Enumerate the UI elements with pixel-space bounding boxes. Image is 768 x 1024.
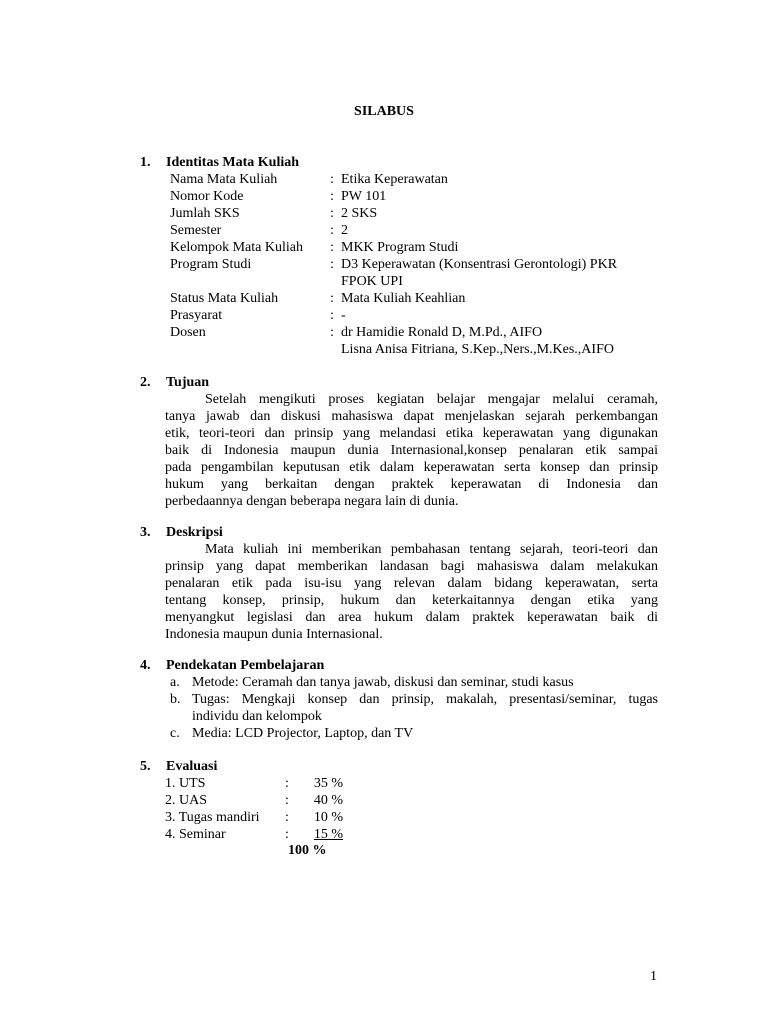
identity-value-continuation: Lisna Anisa Fitriana, S.Kep.,Ners.,M.Kes.,AIFO <box>341 342 614 357</box>
section-number: 5. <box>140 759 151 774</box>
evaluation-label: 2. UAS <box>165 793 208 808</box>
colon: : <box>285 776 289 791</box>
colon: : <box>330 172 334 187</box>
section-title: Tujuan <box>166 375 210 390</box>
identity-row <box>170 171 448 188</box>
identity-value: Etika Keperawatan <box>341 172 448 187</box>
paragraph-line: Mata kuliah ini memberikan pembahasan tentang sejarah, teori-teori dan <box>205 542 658 557</box>
paragraph-line: tentang konsep, prinsip, hukum dan keterkaitannya dengan etika yang <box>165 593 658 608</box>
evaluation-value: 35 % <box>313 776 343 791</box>
paragraph-line: pada pengambilan keputusan etik dalam keperawatan serta konsep dan prinsip <box>165 460 658 475</box>
section-4-heading <box>140 657 324 674</box>
identity-value: 2 <box>341 223 348 238</box>
section-title: Identitas Mata Kuliah <box>166 155 300 170</box>
evaluation-value: 40 % <box>313 793 343 808</box>
paragraph-line: Setelah mengikuti proses kegiatan belajar mengajar melalui ceramah, <box>205 392 658 407</box>
identity-label: Jumlah SKS <box>170 206 240 221</box>
colon: : <box>330 325 334 340</box>
section-title: Pendekatan Pembelajaran <box>166 658 325 673</box>
document-title: SILABUS <box>354 104 414 119</box>
section-5-heading <box>140 758 217 775</box>
identity-label: Semester <box>170 223 222 238</box>
list-item-text: individu dan kelompok <box>192 709 322 724</box>
section-number: 2. <box>140 375 151 390</box>
paragraph-line: menyangkut legislasi dan area hukum dalam praktek keperawatan baik di <box>165 610 658 625</box>
section-1-heading <box>140 154 299 171</box>
paragraph-line: penalaran etik pada isu-isu yang relevan dalam bidang keperawatan, serta <box>165 576 658 591</box>
section-3-heading <box>140 524 223 541</box>
paragraph-line: etik, teori-teori dan prinsip yang melandasi etika keperawatan yang digunakan <box>165 426 658 441</box>
identity-row <box>170 307 346 324</box>
list-item <box>165 725 658 742</box>
identity-value: MKK Program Studi <box>341 240 459 255</box>
colon: : <box>330 291 334 306</box>
section-number: 4. <box>140 658 151 673</box>
list-item-text: Metode: Ceramah dan tanya jawab, diskusi dan seminar, studi kasus <box>192 675 574 690</box>
identity-row <box>170 188 386 205</box>
identity-row <box>170 222 348 239</box>
paragraph-line: Indonesia maupun dunia Internasional. <box>165 627 383 642</box>
paragraph-line: perbedaannya dengan beberapa negara lain di dunia. <box>165 494 459 509</box>
paragraph-line: baik di Indonesia maupun dunia Internasional,konsep penalaran etik sampai <box>165 443 658 458</box>
paragraph-line: hukum yang berkaitan dengan praktek keperawatan di Indonesia dan <box>165 477 658 492</box>
evaluation-label: 1. UTS <box>165 776 206 791</box>
identity-value: dr Hamidie Ronald D, M.Pd., AIFO <box>341 325 543 340</box>
identity-label: Status Mata Kuliah <box>170 291 279 306</box>
colon: : <box>285 827 289 842</box>
colon: : <box>330 240 334 255</box>
evaluation-value: 15 % <box>313 827 343 842</box>
evaluation-row <box>165 809 343 826</box>
colon: : <box>330 257 334 272</box>
identity-row <box>170 324 542 341</box>
identity-value: Mata Kuliah Keahlian <box>341 291 466 306</box>
identity-value-continuation: FPOK UPI <box>341 274 403 289</box>
identity-value: - <box>341 308 346 323</box>
list-item <box>165 674 658 691</box>
list-item-text: Media: LCD Projector, Laptop, dan TV <box>192 726 414 741</box>
evaluation-value: 10 % <box>313 810 343 825</box>
section-2-heading <box>140 374 209 391</box>
list-marker: c. <box>170 726 180 741</box>
identity-value: PW 101 <box>341 189 387 204</box>
paragraph-line: tanya jawab dan diskusi mahasiswa dapat menjelaskan sejarah perkembangan <box>165 409 658 424</box>
evaluation-row <box>165 775 343 792</box>
section-title: Evaluasi <box>166 759 218 774</box>
evaluation-row <box>165 826 343 843</box>
section-title: Deskripsi <box>166 525 223 540</box>
evaluation-row <box>165 792 343 809</box>
identity-value: D3 Keperawatan (Konsentrasi Gerontologi) PKR <box>341 257 618 272</box>
colon: : <box>285 810 289 825</box>
list-marker: b. <box>170 692 181 707</box>
colon: : <box>285 793 289 808</box>
paragraph-line: prinsip yang dapat memberikan landasan bagi mahasiswa dalam melakukan <box>165 559 658 574</box>
colon: : <box>330 223 334 238</box>
tujuan-paragraph <box>165 391 658 510</box>
colon: : <box>330 189 334 204</box>
section-number: 1. <box>140 155 151 170</box>
identity-row <box>170 239 458 256</box>
identity-label: Nama Mata Kuliah <box>170 172 278 187</box>
list-marker: a. <box>170 675 180 690</box>
evaluation-total: 100 % <box>288 843 327 858</box>
identity-row <box>170 256 617 273</box>
identity-row <box>170 205 377 222</box>
colon: : <box>330 206 334 221</box>
identity-label: Kelompok Mata Kuliah <box>170 240 303 255</box>
list-item-text: Tugas: Mengkaji konsep dan prinsip, makalah, presentasi/seminar, tugas <box>192 692 658 707</box>
identity-label: Prasyarat <box>170 308 223 323</box>
identity-label: Program Studi <box>170 257 252 272</box>
identity-value: 2 SKS <box>341 206 378 221</box>
deskripsi-paragraph <box>165 541 658 643</box>
evaluation-label: 3. Tugas mandiri <box>165 810 260 825</box>
list-item <box>165 691 658 725</box>
evaluation-label: 4. Seminar <box>165 827 226 842</box>
identity-label: Dosen <box>170 325 206 340</box>
page-number: 1 <box>650 969 657 984</box>
section-number: 3. <box>140 525 151 540</box>
identity-row <box>170 290 465 307</box>
colon: : <box>330 308 334 323</box>
identity-label: Nomor Kode <box>170 189 244 204</box>
